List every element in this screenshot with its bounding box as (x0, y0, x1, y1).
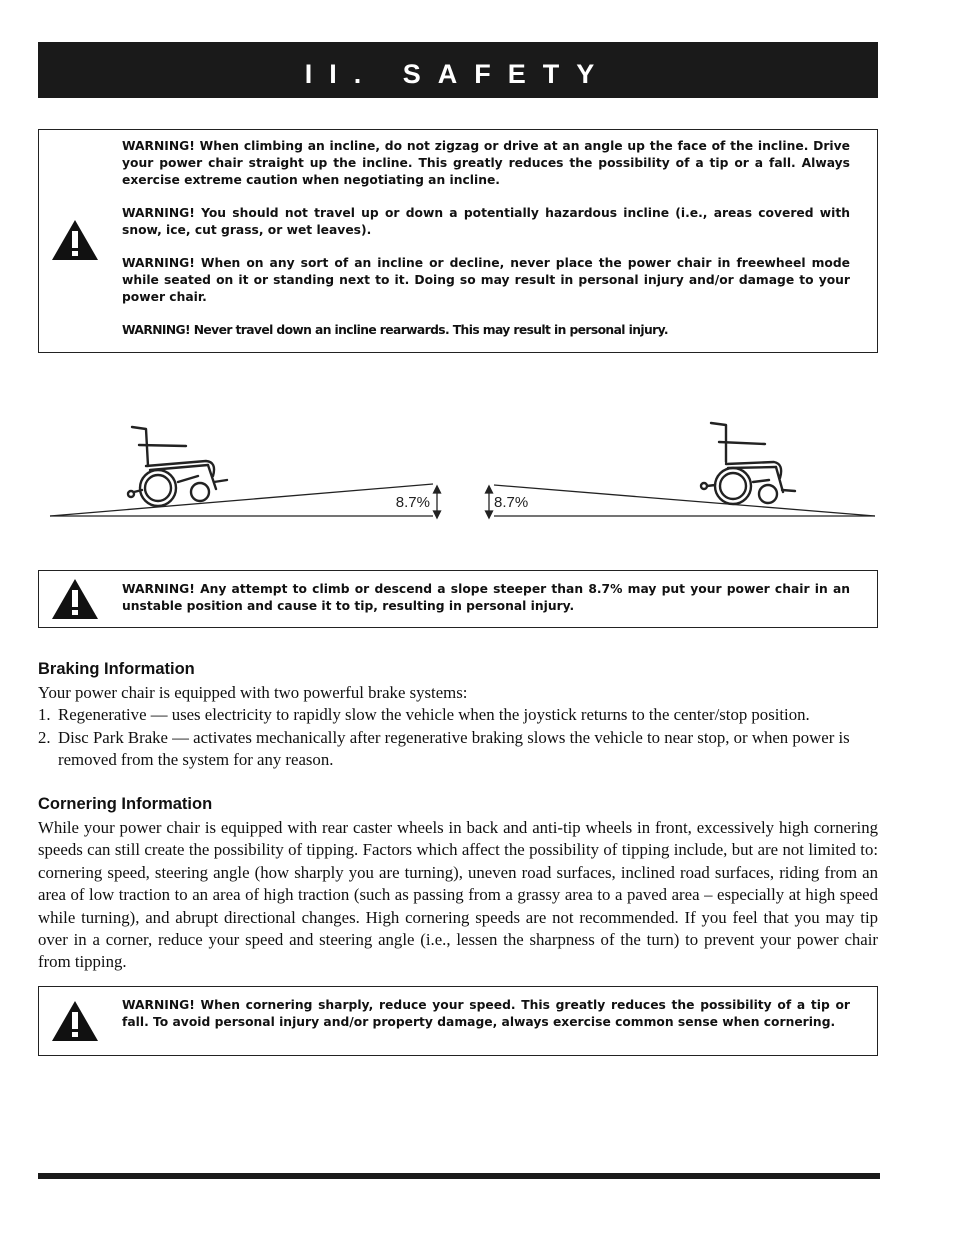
list-text: Regenerative — uses electricity to rapidly slow the vehicle when the joystick returns to the center/stop position. (58, 705, 810, 725)
warning-box-slope (38, 570, 878, 628)
warning-paragraph: WARNING! You should not travel up or down a potentially hazardous incline (i.e., areas covered with snow, ice, cut grass, or wet leaves). (122, 206, 850, 237)
warning-triangle-icon (50, 999, 100, 1043)
warning-box-cornering (38, 986, 878, 1056)
incline-diagram (38, 410, 898, 530)
section-header (38, 42, 878, 98)
section-title: II. SAFETY (304, 59, 612, 89)
cornering-heading: Cornering Information (38, 795, 213, 813)
warning-text-group (122, 138, 850, 339)
list-number: 1. (38, 705, 51, 725)
list-number: 2. (38, 727, 51, 747)
warning-text: WARNING! When cornering sharply, reduce your speed. This greatly reduces the possibility of a tip or fall. To avoid personal injury and/or property damage, always exercise common sense when cornering. (122, 998, 850, 1029)
list-item (38, 704, 878, 726)
double-arrow-icon (486, 486, 493, 518)
warning-text: WARNING! Any attempt to climb or descend a slope steeper than 8.7% may put your power chair in an unstable position and cause it to tip, resulting in personal injury. (122, 582, 850, 613)
braking-intro: Your power chair is equipped with two powerful brake systems: (38, 683, 468, 702)
left-grade-label: 8.7% (395, 494, 430, 511)
warning-box-incline (38, 129, 878, 353)
left-ramp (50, 484, 433, 516)
list-item (38, 727, 878, 772)
right-grade-label: 8.7% (494, 494, 529, 511)
braking-heading: Braking Information (38, 660, 195, 678)
warning-paragraph: WARNING! When on any sort of an incline or decline, never place the power chair in freewheel mode while seated on it or standing next to it. Doing so may result in personal injury and/or damage to your power chair. (122, 256, 850, 304)
cornering-paragraph: While your power chair is equipped with rear caster wheels in back and anti-tip wheels in front, excessively high cornering speeds can still create the possibility of tipping. Factors which affect the possibility of tipping include, but are not limited to: cornering speed, steering angle (how sharply you are turning), uneven road surfaces, inclined road surfaces, riding from an area of low traction to an area of high traction (such as passing from a grassy area to a paved area – especially at high speed while turning), and abrupt directional changes. High cornering speeds are not recommended. If you feel that you may tip over in a corner, reduce your speed and steering angle (i.e., lessen the sharpness of the turn) to prevent your power chair from tipping. (38, 818, 878, 972)
warning-paragraph: WARNING! When climbing an incline, do not zigzag or drive at an angle up the face of the incline. Drive your power chair straight up the incline. This greatly reduces the possibility of a tip or a fall. Always exercise extreme caution when negotiating an incline. (122, 139, 850, 187)
braking-body (38, 682, 878, 772)
right-ramp (494, 485, 875, 516)
warning-triangle-icon (50, 218, 100, 262)
list-text: Disc Park Brake — activates mechanically after regenerative braking slows the vehicle to near stop, or when power is removed from the system for any reason. (58, 727, 850, 770)
cornering-body (38, 817, 878, 974)
warning-triangle-icon (50, 577, 100, 621)
wheelchair-icon (128, 427, 227, 506)
warning-paragraph: WARNING! Never travel down an incline rearwards. This may result in personal injury. (122, 323, 668, 337)
wheelchair-icon (701, 423, 795, 504)
double-arrow-icon (434, 486, 441, 518)
footer-rule (38, 1173, 880, 1179)
